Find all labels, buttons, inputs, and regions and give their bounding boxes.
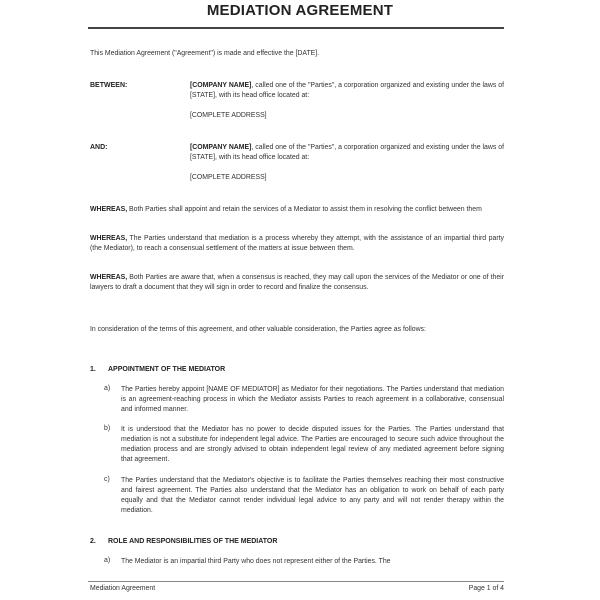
whereas-clause-3 xyxy=(90,273,504,293)
party2-description xyxy=(190,143,504,163)
title-rule xyxy=(88,27,504,29)
party1-address: [COMPLETE ADDRESS] xyxy=(190,112,267,119)
section-heading-2 xyxy=(90,538,277,545)
footer-rule xyxy=(88,581,504,582)
item-letter: b) xyxy=(104,425,111,432)
and-label: AND: xyxy=(90,144,108,151)
section-title: ROLE AND RESPONSIBILITIES OF THE MEDIATOR xyxy=(108,538,278,545)
party2-text: , called one of the "Parties", a corporation organized and existing under the laws of [STATE], with its head office located at: xyxy=(190,144,504,161)
whereas-text: The Parties understand that mediation is a process whereby they attempt, with the assistance of an impartial third party (the Mediator), to reach a consensual settlement of the matters at issue between them. xyxy=(90,235,504,252)
between-label: BETWEEN: xyxy=(90,82,128,89)
intro-paragraph: This Mediation Agreement ("Agreement") is made and effective the [DATE]. xyxy=(90,50,320,57)
section1-item-b: It is understood that the Mediator has no power to decide disputed issues for the Parties. The Parties understand that mediation is not a substitute for independent legal advice. The Parties are encouraged to secure such advice throughout the mediation process and are strongly advised to obtain independent legal review of any mediated agreement before signing that agreement. xyxy=(121,426,504,463)
whereas-label: WHEREAS, xyxy=(90,206,128,213)
party1-description xyxy=(190,81,504,101)
section-heading-1 xyxy=(90,366,225,373)
consideration-paragraph: In consideration of the terms of this agreement, and other valuable consideration, the Parties agree as follows: xyxy=(90,326,426,333)
item-letter: a) xyxy=(104,385,111,392)
section-title: APPOINTMENT OF THE MEDIATOR xyxy=(108,366,226,373)
document-title: MEDIATION AGREEMENT xyxy=(206,2,394,19)
section2-item-a: The Mediator is an impartial third Party who does not represent either of the Parties. The xyxy=(121,558,391,565)
whereas-clause-2 xyxy=(90,234,504,254)
page-number: Page 1 of 4 xyxy=(468,585,504,592)
footer-document-name: Mediation Agreement xyxy=(90,585,156,592)
whereas-text: Both Parties are aware that, when a consensus is reached, they may call upon the services of the Mediator or one of their lawyers to draft a document that they will sign in order to record and finalize the consensus. xyxy=(90,274,504,291)
party1-name: [COMPANY NAME] xyxy=(190,82,252,89)
party1-text: , called one of the "Parties", a corporation organized and existing under the laws of [STATE], with its head office located at: xyxy=(190,82,504,99)
section1-item-c: The Parties understand that the Mediator's objective is to facilitate the Parties themselves reaching their most constructive and fairest agreement. The Parties also understand that the Mediator has an obligation to work on behalf of each party equally and that the Mediator cannot render individual legal advice to any party and will not render therapy within the mediation. xyxy=(121,477,504,514)
whereas-label: WHEREAS, xyxy=(90,235,128,242)
section-number: 2. xyxy=(90,538,96,545)
item-letter: a) xyxy=(104,557,111,564)
item-letter: c) xyxy=(104,476,110,483)
whereas-text: Both Parties shall appoint and retain the services of a Mediator to assist them in resolving the conflict between them xyxy=(127,206,482,213)
whereas-clause-1 xyxy=(90,205,504,215)
party2-name: [COMPANY NAME] xyxy=(190,144,252,151)
whereas-label: WHEREAS, xyxy=(90,274,128,281)
section-number: 1. xyxy=(90,366,96,373)
section1-item-a: The Parties hereby appoint [NAME OF MEDIATOR] as Mediator for their negotiations. The Parties understand that mediation is an agreement-reaching process in which the Mediator assists Parties to reach agreement in a collaborative, consensual and informed manner. xyxy=(121,386,504,413)
party2-address: [COMPLETE ADDRESS] xyxy=(190,174,267,181)
